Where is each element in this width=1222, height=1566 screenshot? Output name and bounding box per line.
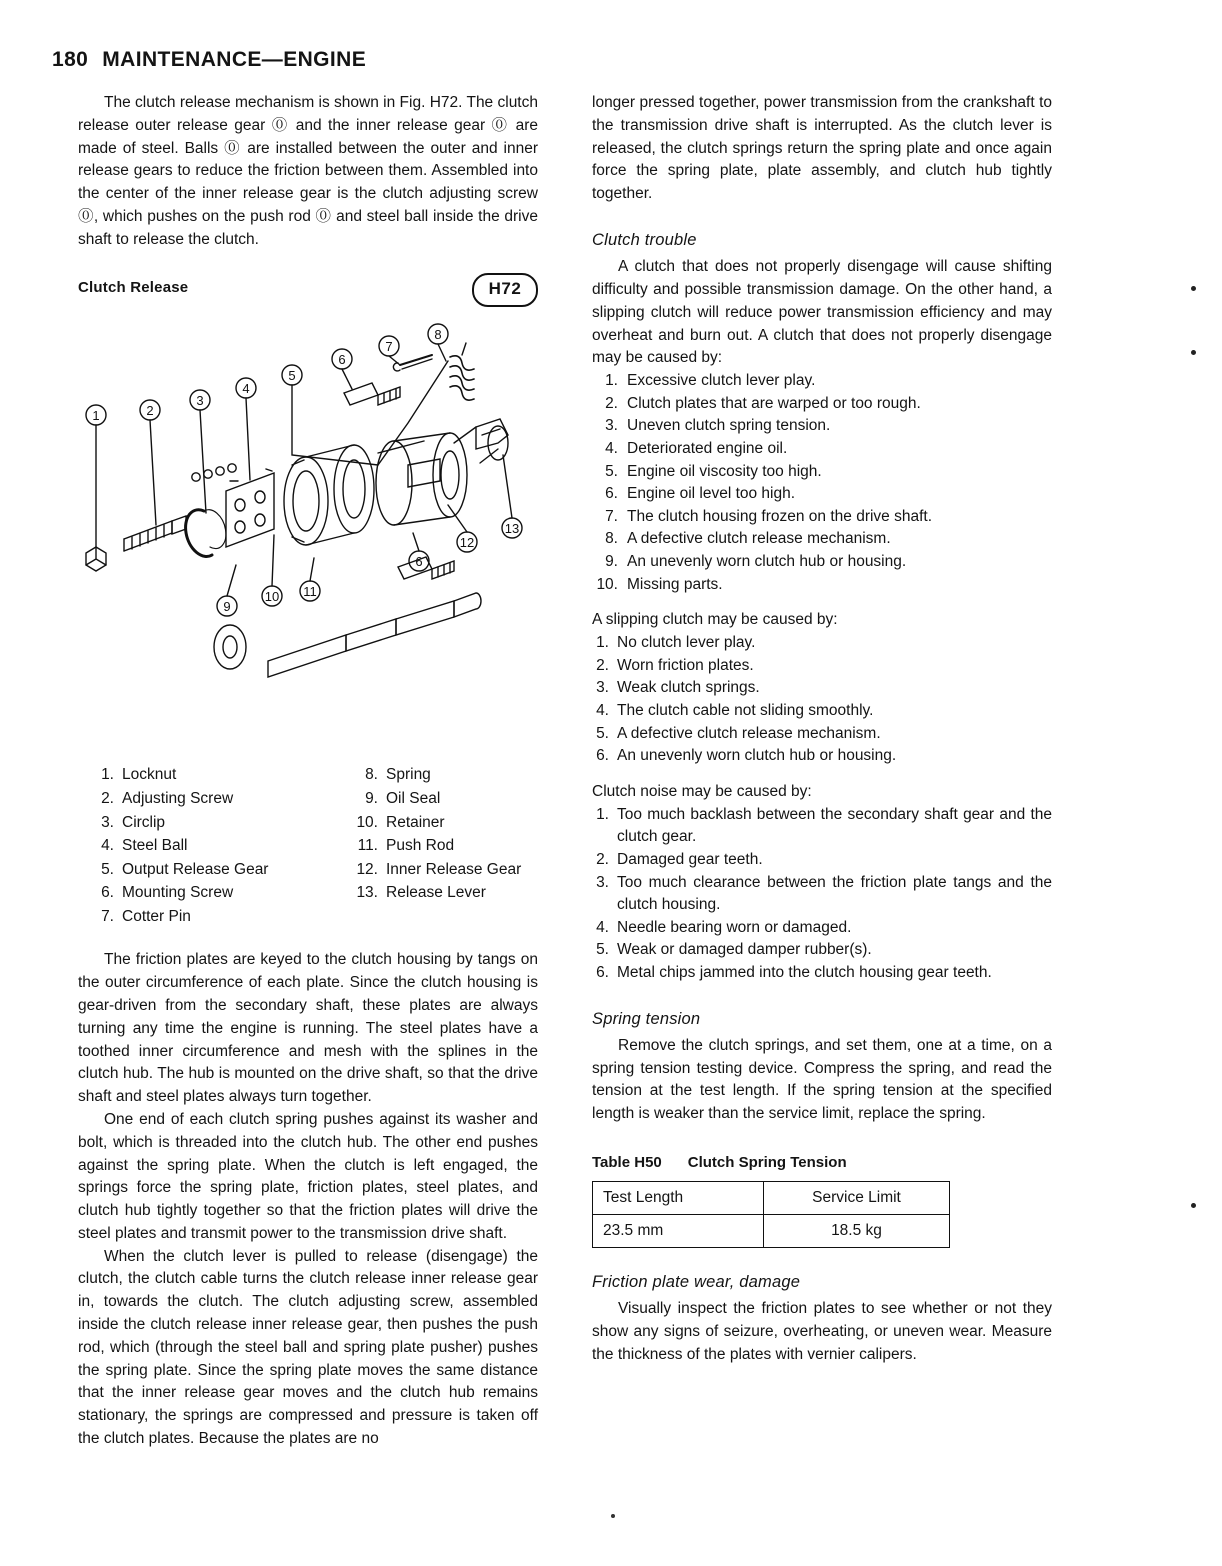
list-item [592, 551, 1052, 574]
table-header-cell: Test Length [593, 1182, 764, 1215]
legend-item [348, 811, 521, 835]
table-header-row [593, 1182, 950, 1215]
list-text: Damaged gear teeth. [617, 850, 763, 868]
paragraph-spring-tension: Remove the clutch springs, and set them, one at a time, on a spring tension testing device. Compress the spring, and read the tension at the test length. If the spring tension at the specified length is weaker than the service limit, replace the spring. [592, 1036, 1052, 1123]
svg-text:8: 8 [434, 327, 442, 343]
list-number: 6. [596, 747, 609, 765]
svg-text:4: 4 [242, 381, 250, 397]
table-cell: 18.5 kg [764, 1215, 950, 1248]
intro-paragraph: The clutch release mechanism is shown in Fig. H72. The clutch release outer release gear ⓪ and the inner release gear ⓪ are made of steel. Balls ⓪ are installed between the outer and inner release gears to reduce the friction between them. Assembled into the center of the inner release gear is the clutch adjusting screw ⓪, which pushes on the push rod ⓪ and steel ball inside the drive shaft to release the clutch. [78, 94, 538, 248]
legend-label: Steel Ball [122, 837, 188, 855]
heading-clutch-trouble: Clutch trouble [592, 230, 697, 249]
list-item [592, 677, 1052, 700]
legend-label: Retainer [386, 813, 445, 831]
list-text: The clutch cable not sliding smoothly. [617, 701, 874, 719]
svg-text:6: 6 [415, 554, 423, 570]
list-item [592, 872, 1052, 917]
list-item [592, 415, 1052, 438]
list-number: 1. [605, 372, 618, 390]
list-number: 2. [605, 394, 618, 412]
edge-mark [1191, 350, 1196, 355]
paragraph-friction-plates: The friction plates are keyed to the clutch housing by tangs on the outer circumference of each plate. Since the clutch housing is gear-driven from the secondary shaft, these plates are always turning any time the engine is running. The steel plates have a toothed inner circumference and mesh with the splines in the clutch hub. The hub is mounted on the drive shaft, so that the drive shaft and steel plates always turn together. [78, 951, 538, 1106]
table-cell: 23.5 mm [593, 1215, 764, 1248]
table-title: Clutch Spring Tension [687, 1154, 847, 1171]
list-text: Deteriorated engine oil. [627, 439, 788, 457]
edge-mark [1191, 286, 1196, 291]
legend-label: Mounting Screw [122, 884, 234, 902]
legend-item [348, 881, 521, 905]
page-header [52, 48, 366, 72]
paragraph-continuation: longer pressed together, power transmission from the crankshaft to the transmission drive shaft is interrupted. As the clutch lever is released, the clutch springs return the spring plate and once again force the spring plate, plate assembly, and clutch hub tightly together. [592, 94, 1052, 203]
list-text: Metal chips jammed into the clutch housing gear teeth. [617, 964, 992, 981]
svg-text:10: 10 [264, 589, 280, 605]
list-text: The clutch housing frozen on the drive shaft. [627, 507, 933, 525]
legend-item [84, 905, 268, 929]
list-text: Engine oil level too high. [627, 485, 796, 503]
list-number: 6. [605, 485, 618, 503]
svg-text:12: 12 [459, 535, 475, 551]
legend-label: Locknut [122, 766, 177, 784]
parts-legend-column-left [84, 763, 268, 928]
page-bottom-mark [611, 1514, 615, 1518]
legend-number: 6. [101, 884, 114, 902]
legend-label: Spring [386, 766, 431, 784]
legend-item [84, 811, 268, 835]
svg-text:13: 13 [504, 521, 520, 537]
legend-number: 7. [101, 907, 114, 925]
svg-text:3: 3 [196, 393, 204, 409]
list-item [592, 461, 1052, 484]
svg-text:6: 6 [338, 352, 346, 368]
list-number: 7. [605, 507, 618, 525]
figure-badge: H72 [472, 273, 538, 307]
list-text: Too much clearance between the friction plate tangs and the clutch housing. [617, 873, 1052, 914]
list-number: 9. [605, 553, 618, 571]
list-number: 1. [596, 634, 609, 652]
list-text: An unevenly worn clutch hub or housing. [627, 553, 907, 571]
list-text: Needle bearing worn or damaged. [617, 918, 852, 936]
paragraph-clutch-trouble-intro: A clutch that does not properly disengage will cause shifting difficulty and possible transmission damage. On the other hand, a slipping clutch will reduce power transmission efficiency and may overheat and burn out. A clutch that does not properly disengage may be caused by: [592, 258, 1052, 367]
table-label: Table H50 [592, 1154, 662, 1171]
parts-legend [78, 763, 538, 949]
figure-title: Clutch Release [78, 279, 189, 297]
list-number: 6. [596, 964, 609, 981]
paragraph-clutch-lever: When the clutch lever is pulled to release (disengage) the clutch, the clutch cable turns the clutch release inner release gear in, towards the clutch. The clutch adjusting screw, assembled inside the clutch release inner release gear, then pushes the push rod, which (through the steel ball and spring plate pusher) pushes the spring plate. Since the spring plate moves the same distance that the inner release gear moves and the clutch hub remains stationary, the springs are compressed and pressure is taken off the clutch plates. Because the plates are no [78, 1247, 538, 1447]
list-text: Weak or damaged damper rubber(s). [617, 941, 872, 959]
list-number: 5. [596, 941, 609, 959]
legend-item [348, 834, 521, 858]
table-header-cell: Service Limit [764, 1182, 950, 1215]
svg-text:5: 5 [288, 368, 296, 384]
list-item [592, 939, 1052, 962]
list-number: 1. [596, 805, 609, 823]
clutch-spring-tension-table [592, 1181, 950, 1248]
paragraph-noise-intro: Clutch noise may be caused by: [592, 782, 812, 800]
legend-number: 2. [101, 790, 114, 808]
list-clutch-disengage-causes [592, 370, 1052, 596]
list-item [592, 483, 1052, 506]
list-item [592, 506, 1052, 529]
list-item [592, 370, 1052, 393]
svg-text:9: 9 [223, 599, 231, 615]
list-item [592, 655, 1052, 678]
legend-label: Push Rod [386, 837, 455, 855]
list-number: 3. [596, 873, 609, 891]
list-item [592, 723, 1052, 746]
list-item [592, 393, 1052, 416]
right-column [592, 92, 1052, 1367]
edge-mark [1191, 1203, 1196, 1208]
list-text: Uneven clutch spring tension. [627, 417, 831, 435]
legend-label: Output Release Gear [122, 860, 269, 878]
legend-item [84, 787, 268, 811]
list-text: Too much backlash between the secondary shaft gear and the clutch gear. [617, 805, 1052, 846]
list-text: An unevenly worn clutch hub or housing. [617, 747, 897, 765]
list-number: 5. [605, 462, 618, 480]
legend-number: 11. [357, 837, 378, 855]
list-number: 10. [596, 575, 618, 593]
svg-text:1: 1 [92, 408, 100, 424]
list-number: 5. [596, 724, 609, 742]
legend-number: 5. [101, 860, 114, 878]
legend-label: Oil Seal [386, 790, 441, 808]
figure-header [78, 277, 538, 309]
legend-label: Adjusting Screw [122, 790, 234, 808]
list-item [592, 745, 1052, 768]
list-text: A defective clutch release mechanism. [617, 724, 881, 742]
page-title: MAINTENANCE—ENGINE [102, 48, 367, 71]
legend-item [84, 881, 268, 905]
list-slipping-causes [592, 632, 1052, 768]
list-item [592, 804, 1052, 849]
legend-label: Inner Release Gear [386, 860, 522, 878]
table-caption [592, 1152, 1052, 1174]
legend-label: Release Lever [386, 884, 486, 902]
list-item [592, 438, 1052, 461]
list-text: A defective clutch release mechanism. [627, 530, 891, 548]
list-item [592, 962, 1052, 985]
legend-item [348, 787, 521, 811]
legend-item [84, 834, 268, 858]
table-row [593, 1215, 950, 1248]
list-text: Weak clutch springs. [617, 679, 760, 697]
list-noise-causes [592, 804, 1052, 985]
heading-friction-plate-wear: Friction plate wear, damage [592, 1273, 801, 1292]
list-item [592, 700, 1052, 723]
legend-number: 3. [101, 813, 114, 831]
legend-item [348, 858, 521, 882]
list-item [592, 849, 1052, 872]
legend-label: Cotter Pin [122, 907, 191, 925]
list-number: 2. [596, 850, 609, 868]
list-number: 4. [596, 701, 609, 719]
list-text: No clutch lever play. [617, 634, 756, 652]
legend-item [348, 763, 521, 787]
svg-text:2: 2 [146, 403, 154, 419]
list-number: 2. [596, 656, 609, 674]
list-text: Engine oil viscosity too high. [627, 462, 822, 480]
list-number: 8. [605, 530, 618, 548]
legend-number: 9. [365, 790, 378, 808]
legend-number: 12. [356, 860, 378, 878]
list-item [592, 574, 1052, 597]
legend-number: 1. [101, 766, 114, 784]
list-number: 4. [605, 439, 618, 457]
legend-number: 13. [356, 884, 378, 902]
paragraph-clutch-spring: One end of each clutch spring pushes against its washer and bolt, which is threaded into the clutch hub. The other end pushes against the spring plate. When the clutch is left engaged, the springs force the spring plate, friction plates, steel plates, and clutch hub tightly together so that the friction plates will drive the steel plates and transmit power to the transmission drive shaft. [78, 1110, 538, 1242]
list-text: Missing parts. [627, 575, 723, 593]
list-item [592, 528, 1052, 551]
heading-spring-tension: Spring tension [592, 1009, 701, 1028]
parts-legend-column-right [348, 763, 521, 904]
paragraph-friction-plate-wear: Visually inspect the friction plates to see whether or not they show any signs of seizure, overheating, or uneven wear. Measure the thickness of the plates with vernier calipers. [592, 1300, 1052, 1363]
legend-item [84, 858, 268, 882]
list-item [592, 632, 1052, 655]
left-column [78, 92, 538, 1451]
page-number: 180 [52, 48, 89, 71]
legend-label: Circlip [122, 813, 166, 831]
paragraph-slipping-intro: A slipping clutch may be caused by: [592, 611, 838, 629]
list-item [592, 917, 1052, 940]
clutch-release-exploded-diagram [78, 315, 538, 755]
list-number: 3. [596, 679, 609, 697]
list-text: Clutch plates that are warped or too rough. [627, 394, 921, 412]
list-text: Worn friction plates. [617, 656, 754, 674]
legend-number: 8. [365, 766, 378, 784]
legend-number: 4. [101, 837, 114, 855]
legend-item [84, 763, 268, 787]
legend-number: 10. [356, 813, 378, 831]
list-text: Excessive clutch lever play. [627, 372, 816, 390]
svg-text:7: 7 [385, 339, 393, 355]
list-number: 3. [605, 417, 618, 435]
svg-text:11: 11 [303, 584, 317, 600]
list-number: 4. [596, 918, 609, 936]
